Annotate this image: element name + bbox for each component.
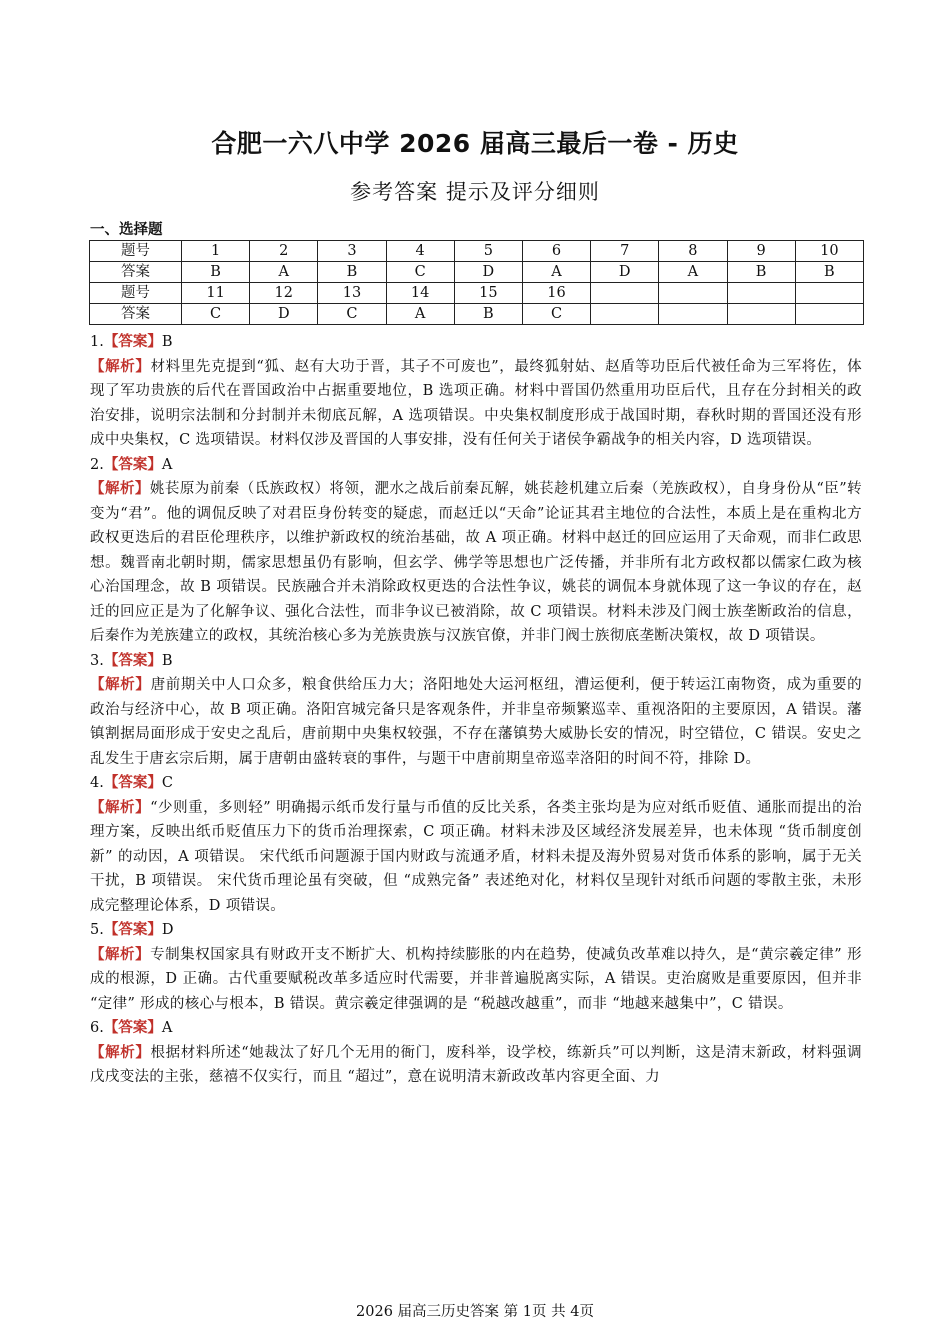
table-cell: 12 <box>250 283 318 304</box>
question-number: 6. <box>90 1020 104 1036</box>
analysis-text: “少则重，多则轻” 明确揭示纸币发行量与币值的反比关系，各类主张均是为应对纸币贬值、通胀而提出的治理方案，反映出纸币贬值压力下的货币治理探索，C 项正确。材料未涉及区域经济发展差异，也未体现 “货币制度创新” 的动因，A 项错误。 宋代纸币问题源于国内财政与流通矛盾，材料未提及海外贸易对货币体系的影响，属于无关干扰，B 项错误。 宋代货币理论虽有突破，但 “成熟完备” 表述绝对化，材料仅呈现针对纸币问题的零散主张，未形成完整理论体系，D 项错误。 <box>90 799 862 914</box>
answer-tag: 【答案】 <box>103 455 162 473</box>
table-cell: A <box>522 262 590 283</box>
question-answer-line <box>90 649 862 674</box>
table-cell <box>659 283 727 304</box>
page-footer: 2026 届高三历史答案 第 1页 共 4页 <box>356 1304 594 1320</box>
answer-tag: 【答案】 <box>103 1019 162 1036</box>
table-cell: 1 <box>182 241 250 262</box>
table-cell: A <box>659 262 727 283</box>
table-cell: 2 <box>250 241 318 262</box>
analysis-paragraph <box>90 943 862 1017</box>
table-cell: 15 <box>454 283 522 304</box>
table-cell: 3 <box>318 241 386 262</box>
table-cell: 5 <box>454 241 522 262</box>
analysis-paragraph <box>90 355 862 453</box>
analysis-tag: 【解析】 <box>90 798 151 816</box>
question-number: 1. <box>90 334 104 350</box>
table-cell: D <box>250 304 318 325</box>
question-answer-line <box>90 771 862 796</box>
table-cell: C <box>522 304 590 325</box>
analysis-body <box>90 330 862 1090</box>
answer-tag: 【答案】 <box>103 921 162 938</box>
answer-table <box>89 240 864 325</box>
table-cell: 16 <box>522 283 590 304</box>
analysis-text: 唐前期关中人口众多，粮食供给压力大；洛阳地处大运河枢纽，漕运便利，便于转运江南物资，成为重要的政治与经济中心，故 B 项正确。洛阳宫城完备只是客观条件，并非皇帝频繁巡幸、重视洛阳的主要原因，A 错误。藩镇割据局面形成于安史之乱后，唐前期中央集权较强，不存在藩镇势大威胁长安的情况，时空错位，C 错误。安史之乱发生于唐玄宗后期，属于唐朝由盛转衰的事件，与题干中唐前期皇帝巡幸洛阳的时间不符，排除 D。 <box>90 677 862 767</box>
table-cell: 9 <box>727 241 795 262</box>
table-cell <box>795 283 863 304</box>
table-cell: 7 <box>591 241 659 262</box>
question-answer-line <box>90 1016 862 1041</box>
analysis-paragraph <box>90 1041 862 1090</box>
table-cell <box>727 283 795 304</box>
question-answer-line <box>90 330 862 355</box>
table-cell: 4 <box>386 241 454 262</box>
table-cell <box>591 304 659 325</box>
question-answer-line <box>90 453 862 478</box>
table-row <box>90 241 864 262</box>
table-cell: D <box>454 262 522 283</box>
table-cell: 10 <box>795 241 863 262</box>
table-cell: 8 <box>659 241 727 262</box>
analysis-tag: 【解析】 <box>90 1043 151 1061</box>
answer-tag: 【答案】 <box>103 774 162 791</box>
analysis-paragraph <box>90 796 862 919</box>
analysis-paragraph <box>90 477 862 649</box>
answer-tag: 【答案】 <box>103 333 162 350</box>
question-number: 5. <box>90 922 104 938</box>
section-heading: 一、选择题 <box>90 222 163 238</box>
table-cell: B <box>795 262 863 283</box>
question-number: 2. <box>90 456 104 473</box>
table-cell: A <box>250 262 318 283</box>
answer-letter: B <box>161 334 173 350</box>
table-cell: D <box>591 262 659 283</box>
table-cell: C <box>386 262 454 283</box>
table-cell: C <box>182 304 250 325</box>
table-cell: 13 <box>318 283 386 304</box>
table-row <box>90 283 864 304</box>
analysis-text: 材料里先克提到“狐、赵有大功于晋，其子不可废也”，最终狐射姑、赵盾等功臣后代被任命为三军将佐，体现了军功贵族的后代在晋国政治中占据重要地位，B 选项正确。材料中晋国仍然重用功臣后代，且存在分封相关的政治安排，说明宗法制和分封制并未彻底瓦解，A 选项错误。中央集权制度形成于战国时期，春秋时期的晋国还没有形成中央集权，C 选项错误。材料仅涉及晋国的人事安排，没有任何关于诸侯争霸战争的相关内容，D 选项错误。 <box>90 358 862 448</box>
table-cell: B <box>182 262 250 283</box>
table-row-header: 题号 <box>90 283 182 304</box>
answer-letter: D <box>161 922 174 938</box>
table-cell: 6 <box>522 241 590 262</box>
table-cell: 11 <box>182 283 250 304</box>
table-cell: 14 <box>386 283 454 304</box>
table-cell <box>591 283 659 304</box>
table-row <box>90 304 864 325</box>
answer-letter: A <box>161 1020 173 1036</box>
table-row-header: 答案 <box>90 262 182 283</box>
analysis-text: 专制集权国家具有财政开支不断扩大、机构持续膨胀的内在趋势，使减负改革难以持久，是“黄宗羲定律” 形成的根源，D 正确。古代重要赋税改革多适应时代需要，并非普遍脱离实际，A 错误。吏治腐败是重要原因，但并非 “定律” 形成的核心与根本，B 错误。黄宗羲定律强调的是 “税越改越重”，而非 “地越来越集中”，C 错误。 <box>90 946 862 1012</box>
analysis-tag: 【解析】 <box>90 676 151 693</box>
analysis-tag: 【解析】 <box>90 945 151 963</box>
question-answer-line <box>90 918 862 943</box>
table-cell: B <box>727 262 795 283</box>
question-number: 4. <box>90 775 104 791</box>
table-cell: C <box>318 304 386 325</box>
analysis-tag: 【解析】 <box>90 480 150 497</box>
table-row-header: 答案 <box>90 304 182 325</box>
table-cell: B <box>318 262 386 283</box>
answer-letter: C <box>161 775 173 791</box>
table-cell <box>659 304 727 325</box>
page-subtitle: 参考答案 提示及评分细则 <box>350 180 600 204</box>
table-cell: A <box>386 304 454 325</box>
analysis-text: 根据材料所述“她裁汰了好几个无用的衙门，废科举，设学校，练新兵”可以判断，这是清末新政，材料强调戊戌变法的主张，慈禧不仅实行，而且 “超过”，意在说明清末新政改革内容更全面、力 <box>90 1044 862 1085</box>
table-cell: B <box>454 304 522 325</box>
analysis-tag: 【解析】 <box>90 357 151 375</box>
table-row <box>90 262 864 283</box>
table-row-header: 题号 <box>90 241 182 262</box>
question-number: 3. <box>90 652 104 669</box>
page-title: 合肥一六八中学 2026 届高三最后一卷 - 历史 <box>211 129 739 158</box>
table-cell <box>727 304 795 325</box>
analysis-text: 姚苌原为前秦（氐族政权）将领，淝水之战后前秦瓦解，姚苌趁机建立后秦（羌族政权），自身身份从“臣”转变为“君”。他的调侃反映了对君臣身份转变的疑虑，而赵迁以“天命”论证其君主地位的合法性，本质上是在重构北方政权更迭后的君臣伦理秩序，以维护新政权的统治基础，故 A 项正确。材料中赵迁的回应运用了天命观，而非仁政思想。魏晋南北朝时期，儒家思想虽仍有影响，但玄学、佛学等思想也广泛传播，并非所有北方政权都以儒家仁政为核心治国理念，故 B 项错误。民族融合并未消除政权更迭的合法性争议，姚苌的调侃本身就体现了这一争议的存在，赵迁的回应正是为了化解争议、强化合法性，而非争议已被消除，故 C 项错误。材料未涉及门阀士族垄断政治的信息，后秦作为羌族建立的政权，其统治核心多为羌族贵族与汉族官僚，并非门阀士族彻底垄断决策权，故 D 项错误。 <box>90 481 862 644</box>
analysis-paragraph <box>90 673 862 771</box>
answer-letter: A <box>161 456 173 473</box>
answer-tag: 【答案】 <box>103 651 162 669</box>
answer-letter: B <box>161 652 173 669</box>
table-cell <box>795 304 863 325</box>
